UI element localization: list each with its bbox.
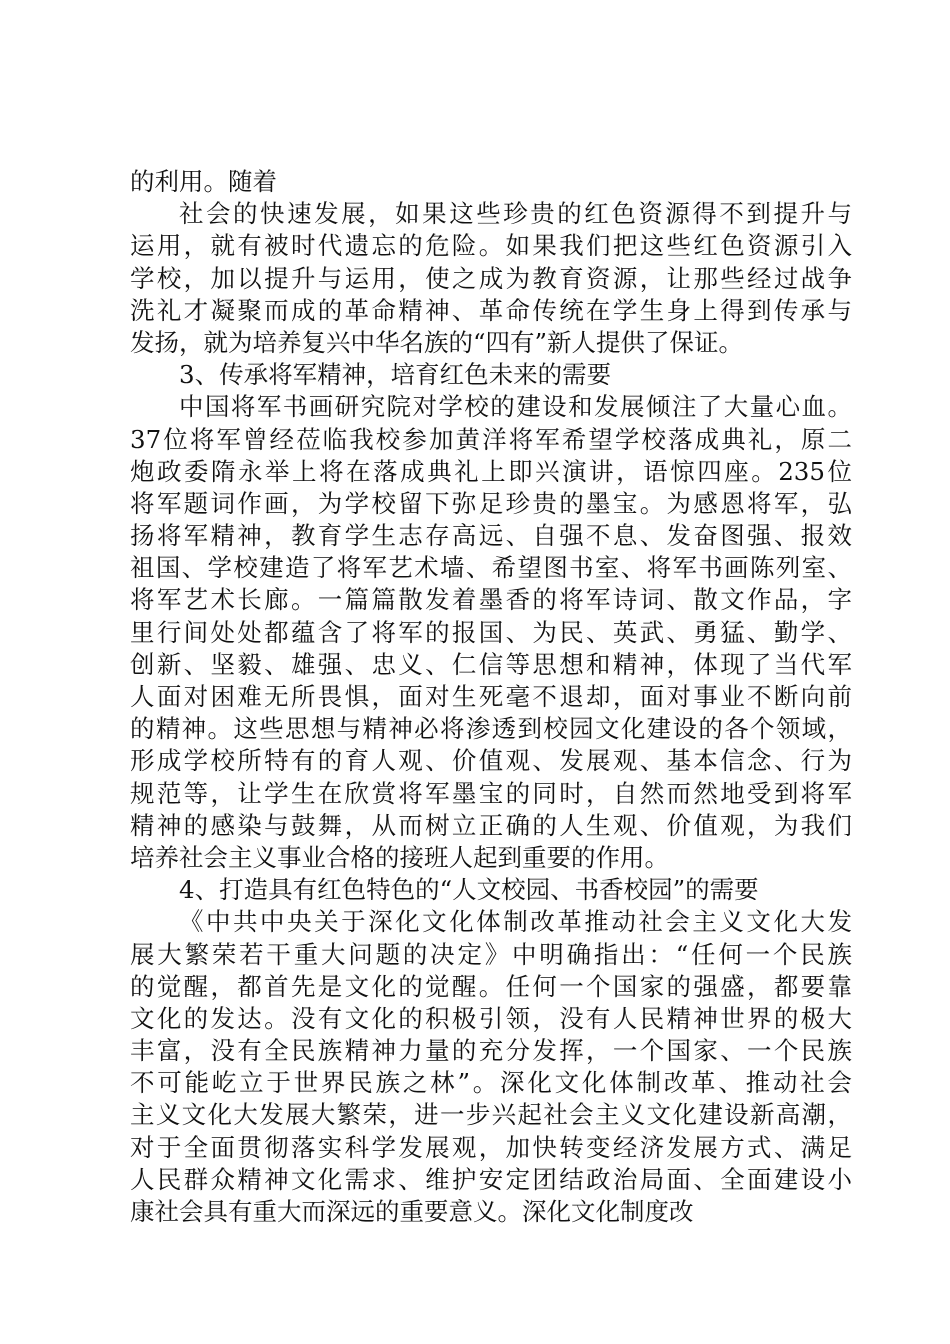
text-line: 人面对困难无所畏惧，面对生死毫不退却，面对事业不断向前 — [130, 682, 852, 711]
text-line: 的觉醒，都首先是文化的觉醒。任何一个国家的强盛，都要靠 — [130, 971, 852, 1001]
text-line: 对于全面贯彻落实科学发展观，加快转变经济发展方式、满足 — [130, 1132, 852, 1162]
text-line: 创新、坚毅、雄强、忠义、仁信等思想和精神，体现了当代军 — [130, 649, 852, 679]
text-line: 运用，就有被时代遗忘的危险。如果我们把这些红色资源引入 — [130, 231, 852, 261]
text-line: 扬将军精神，教育学生志存高远、自强不息、发奋图强、报效 — [130, 521, 852, 551]
text-line: 里行间处处都蕴含了将军的报国、为民、英武、勇猛、勤学、 — [130, 617, 852, 647]
text-line: 将军艺术长廊。一篇篇散发着墨香的将军诗词、散文作品，字 — [130, 585, 852, 615]
text-line: 人民群众精神文化需求、维护安定团结政治局面、全面建设小 — [130, 1164, 852, 1194]
text-line: 4、打造具有红色特色的“人文校园、书香校园”的需要 — [179, 875, 759, 905]
text-line: 社会的快速发展，如果这些珍贵的红色资源得不到提升与 — [179, 199, 852, 229]
text-line: 中国将军书画研究院对学校的建设和发展倾注了大量心血。 — [179, 392, 852, 422]
text-line: 丰富，没有全民族精神力量的充分发挥，一个国家、一个民族 — [130, 1036, 852, 1066]
text-line: 展大繁荣若干重大问题的决定》中明确指出：“任何一个民族 — [130, 939, 852, 969]
text-line: 的精神。这些思想与精神必将渗透到校园文化建设的各个领域， — [130, 714, 852, 744]
text-line: 学校，加以提升与运用，使之成为教育资源，让那些经过战争 — [130, 263, 852, 293]
text-line: 不可能屹立于世界民族之林”。深化文化体制改革、推动社会 — [130, 1068, 852, 1098]
text-line: 3、传承将军精神，培育红色未来的需要 — [179, 360, 612, 390]
text-line: 37位将军曾经莅临我校参加黄洋将军希望学校落成典礼，原二 — [130, 424, 852, 454]
text-line: 发扬，就为培养复兴中华名族的“四有”新人提供了保证。 — [130, 327, 744, 357]
text-line: 康社会具有重大而深远的重要意义。深化文化制度改 — [130, 1197, 694, 1226]
text-line: 培养社会主义事业合格的接班人起到重要的作用。 — [130, 842, 669, 872]
text-line: 的利用。随着 — [130, 167, 277, 196]
text-line: 洗礼才凝聚而成的革命精神、革命传统在学生身上得到传承与 — [130, 295, 852, 325]
text-line: 规范等，让学生在欣赏将军墨宝的同时，自然而然地受到将军 — [130, 778, 852, 808]
text-line: 主义文化大发展大繁荣，进一步兴起社会主义文化建设新高潮， — [130, 1100, 852, 1130]
text-line: 祖国、学校建造了将军艺术墙、希望图书室、将军书画陈列室、 — [130, 553, 852, 583]
text-line: 将军题词作画，为学校留下弥足珍贵的墨宝。为感恩将军，弘 — [130, 488, 852, 518]
text-line: 文化的发达。没有文化的积极引领，没有人民精神世界的极大 — [130, 1003, 852, 1033]
text-line: 炮政委隋永举上将在落成典礼上即兴演讲，语惊四座。235位 — [130, 456, 852, 486]
text-line: 《中共中央关于深化文化体制改革推动社会主义文化大发 — [179, 907, 852, 937]
document-body — [130, 166, 852, 1228]
text-line: 精神的感染与鼓舞，从而树立正确的人生观、价值观，为我们 — [130, 810, 852, 840]
text-line: 形成学校所特有的育人观、价值观、发展观、基本信念、行为 — [130, 746, 852, 776]
